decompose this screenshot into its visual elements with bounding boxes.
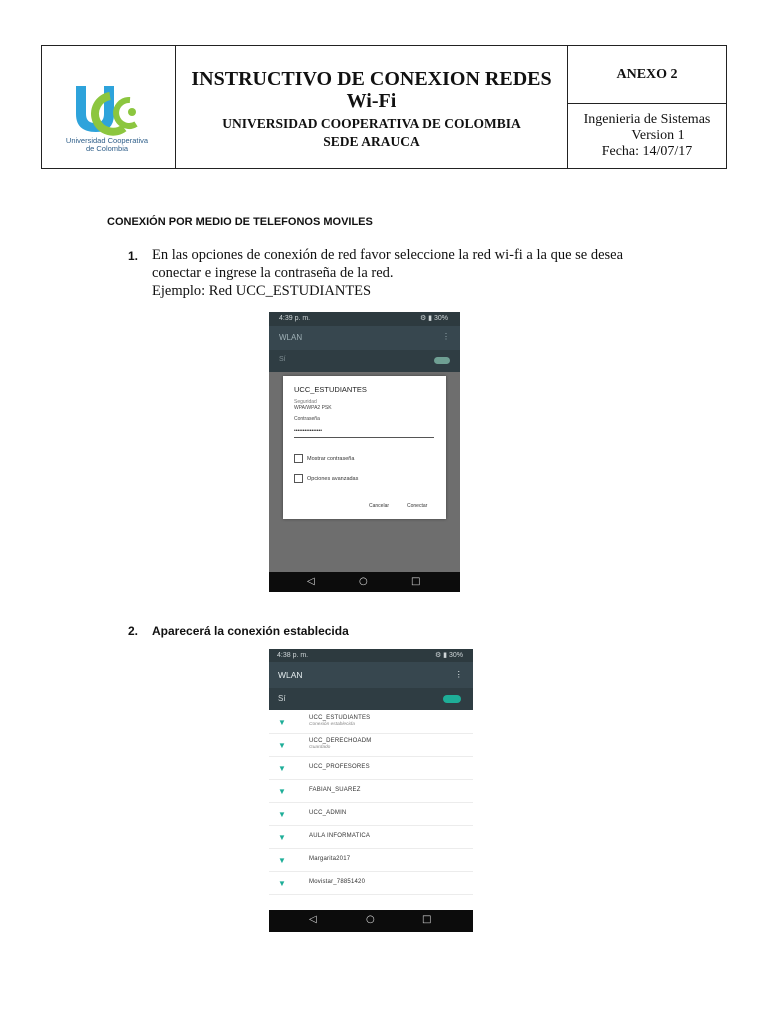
wifi-signal-icon: ▼	[278, 856, 286, 865]
connect-button: Conectar	[407, 503, 428, 509]
more-icon: ⋮	[454, 669, 463, 679]
department: Ingenieria de Sistemas	[583, 112, 711, 127]
institution-name	[176, 115, 567, 151]
institution-line2: SEDE ARAUCA	[323, 134, 420, 149]
advanced-options-label: Opciones avanzadas	[307, 475, 359, 482]
status-time: 4:39 p. m.	[279, 315, 311, 322]
status-time: 4:38 p. m.	[277, 652, 309, 659]
screenshot-wifi-password-dialog	[269, 312, 460, 592]
network-status: Guardado	[309, 745, 331, 750]
logo-caption-line1: Universidad Cooperativa	[65, 136, 149, 145]
wifi-signal-icon: ▼	[278, 879, 286, 888]
network-name: Margarita2017	[309, 856, 351, 862]
security-value: WPA/WPA2 PSK	[294, 405, 332, 411]
network-name: Movistar_78851420	[309, 879, 366, 885]
network-row	[269, 733, 473, 757]
network-row	[269, 756, 473, 780]
show-password-checkbox	[294, 454, 354, 463]
status-icons: ⚙ ▮ 30%	[434, 652, 463, 659]
toggle-label: Sí	[278, 694, 286, 703]
step-1-line3: Ejemplo: Red UCC_ESTUDIANTES	[152, 283, 372, 299]
app-title: WLAN	[278, 670, 303, 680]
more-icon: ⋮	[442, 332, 450, 341]
status-bar	[269, 649, 473, 662]
network-row	[269, 779, 473, 803]
step-1-line1: En las opciones de conexión de red favor seleccione la red wi-fi a la que se desea	[152, 247, 624, 263]
password-input: ••••••••••••••••	[294, 428, 434, 438]
title-line2: Wi-Fi	[346, 90, 397, 112]
status-icons: ⚙ ▮ 30%	[419, 315, 448, 322]
document-title	[176, 68, 567, 112]
document-header	[41, 45, 727, 169]
step-number: 2.	[128, 624, 139, 638]
home-icon: ○	[366, 914, 375, 925]
screenshot-wifi-connected	[269, 649, 473, 932]
toggle-switch	[443, 695, 461, 703]
wifi-signal-icon: ▼	[278, 787, 286, 796]
app-bar	[269, 662, 473, 688]
nav-bar	[269, 572, 460, 592]
step-text	[152, 246, 672, 300]
step-1-line2: conectar e ingrese la contraseña de la red.	[152, 265, 394, 281]
network-row	[269, 848, 473, 872]
network-name: FABIAN_SUAREZ	[309, 787, 361, 793]
step-2-text: Aparecerá la conexión establecida	[152, 624, 349, 638]
wifi-toggle-row	[269, 350, 460, 372]
wifi-toggle-row	[269, 688, 473, 710]
toggle-switch	[434, 357, 450, 364]
checkbox-box	[294, 454, 303, 463]
network-row	[269, 802, 473, 826]
app-title: WLAN	[279, 333, 303, 342]
network-name: UCC_DERECHOADM	[309, 738, 372, 744]
back-icon: ◁	[309, 914, 317, 925]
wifi-signal-icon: ▼	[278, 810, 286, 819]
home-icon: ○	[359, 576, 368, 587]
logo-caption-line2: de Colombia	[85, 144, 129, 153]
back-icon: ◁	[307, 576, 315, 587]
nav-bar	[269, 910, 473, 932]
network-row	[269, 710, 473, 734]
security-label: Seguridad	[294, 399, 317, 405]
wifi-signal-icon: ▼	[278, 741, 286, 750]
recent-apps-icon: □	[422, 914, 432, 925]
dialog-ssid: UCC_ESTUDIANTES	[294, 385, 367, 394]
network-name: UCC_ADMIN	[309, 810, 347, 816]
battery-level: 30%	[448, 652, 463, 659]
show-password-label: Mostrar contraseña	[307, 455, 355, 462]
battery-level: 30%	[433, 315, 448, 322]
network-name: AULA INFORMATICA	[309, 833, 371, 839]
network-name: UCC_PROFESORES	[309, 764, 370, 770]
version: Version 1	[631, 128, 685, 143]
network-row	[269, 871, 473, 895]
institution-line1: UNIVERSIDAD COOPERATIVA DE COLOMBIA	[222, 116, 521, 131]
date: Fecha: 14/07/17	[601, 144, 693, 159]
network-name: UCC_ESTUDIANTES	[309, 715, 371, 721]
network-row	[269, 825, 473, 849]
logo-cell	[42, 46, 176, 168]
logo-caption	[52, 137, 162, 153]
step-number: 1.	[128, 249, 139, 263]
advanced-options-checkbox	[294, 474, 358, 483]
checkbox-box	[294, 474, 303, 483]
wifi-signal-icon: ▼	[278, 833, 286, 842]
wifi-signal-icon: ▼	[278, 718, 286, 727]
recent-apps-icon: □	[411, 576, 421, 587]
toggle-label: Sí	[279, 356, 286, 363]
document-meta	[568, 104, 726, 168]
wifi-signal-icon: ▼	[278, 764, 286, 773]
password-dialog	[283, 376, 446, 519]
meta-cell	[568, 46, 726, 168]
section-title: CONEXIÓN POR MEDIO DE TELEFONOS MOVILES	[107, 216, 373, 228]
title-line1: INSTRUCTIVO DE CONEXION REDES	[191, 68, 552, 90]
title-cell	[176, 46, 568, 168]
network-status: Conexión establecida	[309, 722, 355, 727]
password-label: Contraseña	[294, 416, 320, 422]
status-bar	[269, 312, 460, 326]
cancel-button: Cancelar	[369, 503, 390, 509]
annex-label: ANEXO 2	[568, 46, 726, 104]
